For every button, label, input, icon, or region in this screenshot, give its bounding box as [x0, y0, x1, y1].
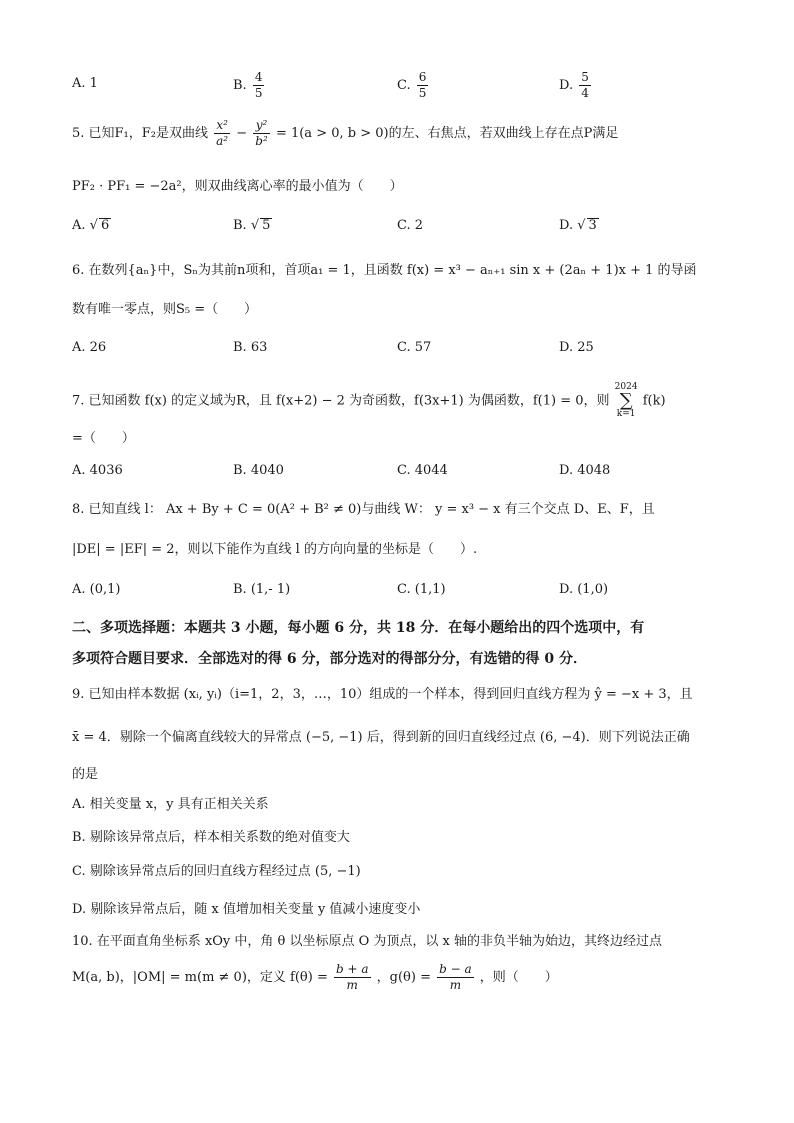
q7-stem-line2: =（ ） — [72, 431, 135, 446]
q8-stem-line2: |DE| = |EF| = 2，则以下能作为直线 l 的方向向量的坐标是（ ）. — [72, 542, 478, 557]
q4-choice-d: D. $\frac{5}{4}$ — [559, 70, 589, 100]
q7-summation: 2024 ∑ k=1 — [614, 382, 638, 419]
q6-choice-d: D. 25 — [559, 340, 594, 355]
q7-choice-b: B. 4040 — [233, 463, 284, 478]
q6-stem-line1: 6. 在数列{aₙ}中，Sₙ为其前n项和，首项a₁ = 1，且函数 f(x) = x³ − aₙ₊₁ sin x + (2aₙ + 1)x + 1 的导函 — [72, 263, 697, 278]
q10-stem-line1: 10. 在平面直角坐标系 xOy 中，角 θ 以坐标原点 O 为顶点，以 x 轴的非负半轴为始边，其终边经过点 — [72, 934, 663, 949]
q9-stem-line1: 9. 已知由样本数据 (xᵢ, yᵢ)（i=1，2，3，…，10）组成的一个样本，得到回归直线方程为 ŷ = −x + 3，且 — [72, 687, 693, 702]
q9-option-b: B. 剔除该异常点后，样本相关系数的绝对值变大 — [72, 830, 350, 845]
q7-choice-a: A. 4036 — [72, 463, 123, 478]
q5-choice-a: A. √ 6 — [72, 218, 110, 233]
q8-choice-c: C. (1,1) — [397, 582, 446, 597]
q10-f-fraction: $\frac{b + a}{m}$ — [335, 962, 369, 992]
q4-choice-b: B. $\frac{4}{5}$ — [233, 70, 263, 100]
q5-choice-d: D. √ 3 — [559, 218, 597, 233]
q8-choice-d: D. (1,0) — [559, 582, 609, 597]
q9-option-c: C. 剔除该异常点后的回归直线方程经过点 (5, −1) — [72, 864, 361, 879]
q10-stem-line2: M(a, b)，|OM| = m(m ≠ 0)，定义 f(θ) = $\frac{b + a}{m}$ ，g(θ) = $\frac{b - a}{m}$ ，则（ ） — [72, 962, 558, 992]
q9-stem-line2: x̄ = 4．剔除一个偏离直线较大的异常点 (−5, −1) 后，得到新的回归直线经过点 (6, −4)．则下列说法正确 — [72, 730, 690, 745]
q5-choice-b: B. √ 5 — [233, 218, 271, 233]
q7-choice-c: C. 4044 — [397, 463, 448, 478]
q8-choice-a: A. (0,1) — [72, 582, 121, 597]
q6-choice-b: B. 63 — [233, 340, 268, 355]
q5-stem-line2: PF₂ · PF₁ = −2a²，则双曲线离心率的最小值为（ ） — [72, 179, 403, 194]
q8-choices — [72, 582, 752, 606]
q5-stem-line1: 5. 已知F₁，F₂是双曲线 $\frac{\text{x²}}{\text{a²}}$ − $\frac{\text{y²}}{\text{b²}}$ = 1(a > 0, b > 0)的左、右焦点，若双曲线上存在点P满足 — [72, 118, 619, 148]
q4-b-fraction: $\frac{4}{5}$ — [254, 70, 263, 100]
q7-choice-d: D. 4048 — [559, 463, 611, 478]
q4-choice-c: C. $\frac{6}{5}$ — [397, 70, 427, 100]
q4-d-fraction: $\frac{5}{4}$ — [581, 70, 589, 100]
q9-stem-line3: 的是 — [72, 767, 99, 782]
q6-choices — [72, 340, 752, 364]
q10-g-fraction: $\frac{b - a}{m}$ — [439, 962, 472, 992]
q5-choice-c: C. 2 — [397, 218, 424, 233]
q9-option-d: D. 剔除该异常点后，随 x 值增加相关变量 y 值减小速度变小 — [72, 902, 421, 917]
q7-stem-line1: 7. 已知函数 f(x) 的定义域为R，且 f(x+2) − 2 为奇函数，f(3x+1) 为偶函数，f(1) = 0，则 2024 ∑ k=1 f(k) — [72, 382, 666, 419]
q5-y-fraction: $\frac{\text{y²}}{\text{b²}}$ — [255, 118, 268, 148]
q4-choice-a: A. 1 — [72, 76, 98, 91]
q6-choice-c: C. 57 — [397, 340, 432, 355]
section2-heading-line2: 多项符合题目要求．全部选对的得 6 分，部分选对的得部分分，有选错的得 0 分． — [72, 651, 587, 667]
q8-stem-line1: 8. 已知直线 l： Ax + By + C = 0(A² + B² ≠ 0)与曲线 W： y = x³ − x 有三个交点 D、E、F，且 — [72, 502, 655, 517]
q4-choices — [72, 70, 752, 100]
q4-c-fraction: $\frac{6}{5}$ — [418, 70, 427, 100]
section2-heading-line1: 二、多项选择题：本题共 3 小题，每小题 6 分，共 18 分．在每小题给出的四个选项中，有 — [72, 620, 645, 636]
q5-choices — [72, 218, 752, 242]
q6-choice-a: A. 26 — [72, 340, 107, 355]
q8-choice-b: B. (1,- 1) — [233, 582, 291, 597]
q9-option-a: A. 相关变量 x，y 具有正相关关系 — [72, 797, 269, 812]
q5-x-fraction: $\frac{\text{x²}}{\text{a²}}$ — [216, 118, 229, 148]
q7-choices — [72, 463, 752, 487]
q6-stem-line2: 数有唯一零点，则S₅ =（ ） — [72, 302, 258, 317]
